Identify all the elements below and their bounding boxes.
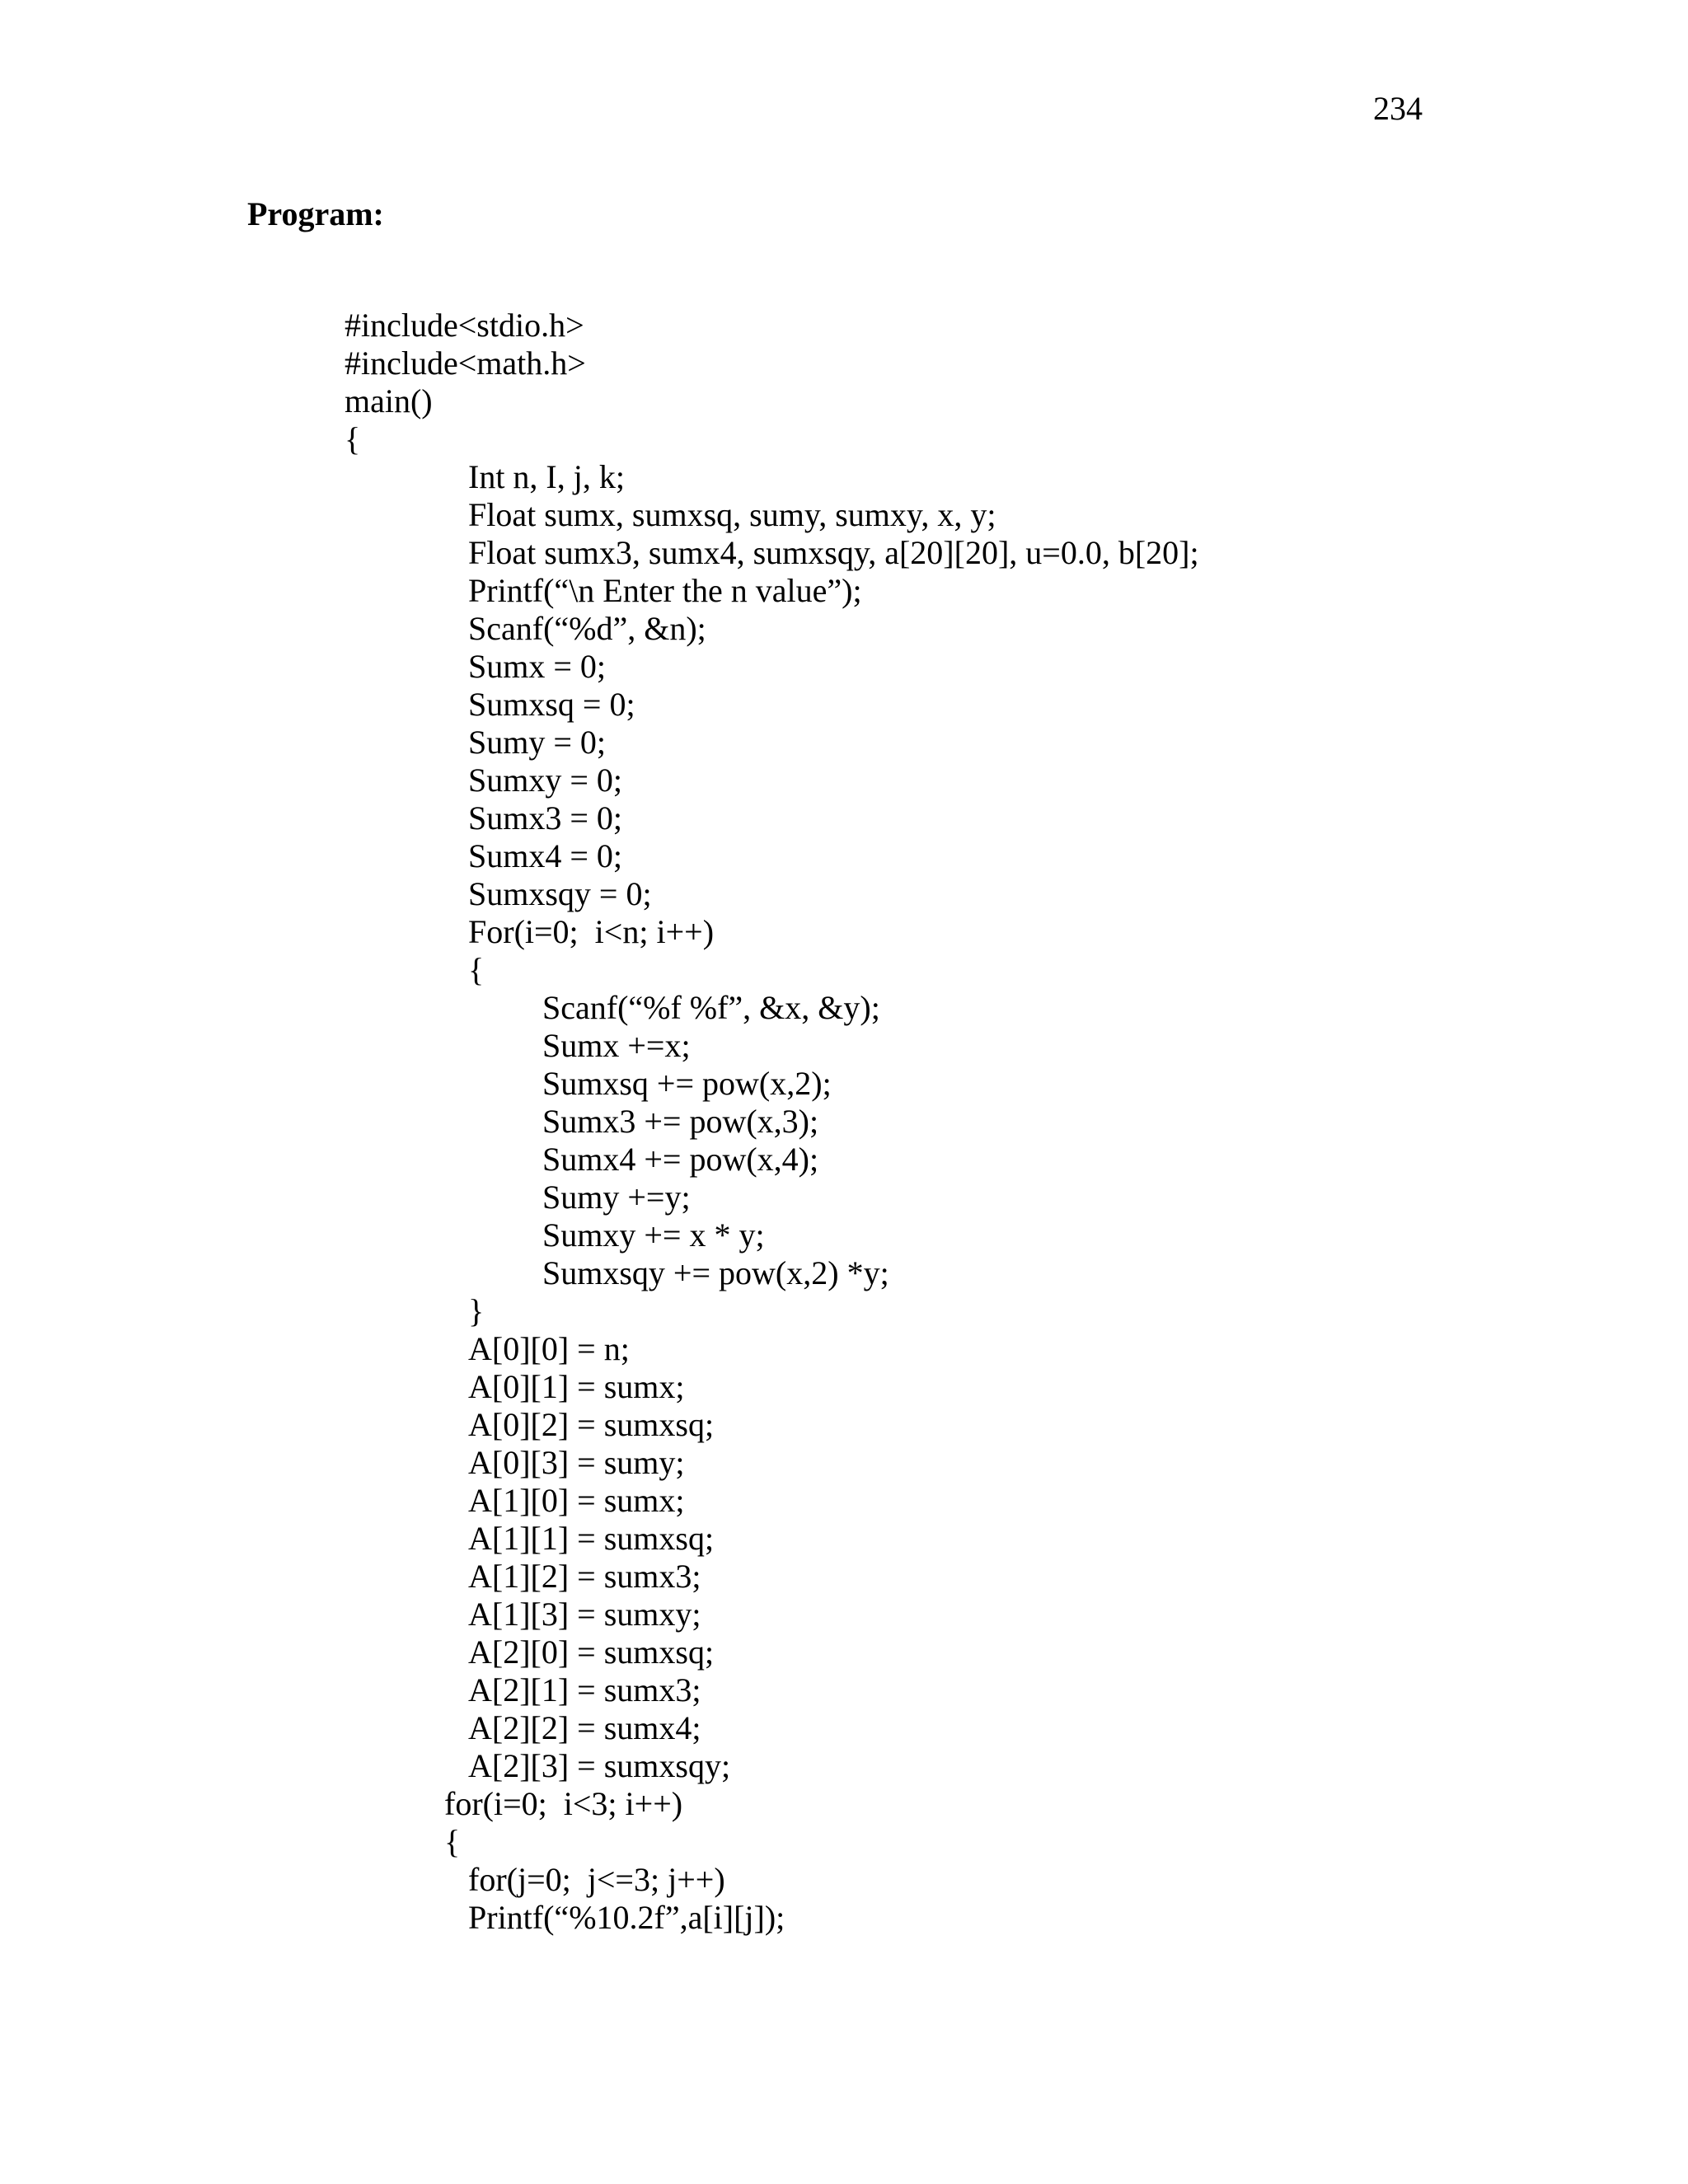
code-line: Sumx3 += pow(x,3);: [542, 1103, 819, 1140]
code-line: Sumx4 += pow(x,4);: [542, 1141, 819, 1178]
page-number: 234: [1373, 90, 1423, 127]
code-line: A[2][1] = sumx3;: [468, 1671, 701, 1708]
code-line: #include<stdio.h>: [345, 307, 584, 344]
code-line: Float sumx, sumxsq, sumy, sumxy, x, y;: [468, 496, 996, 533]
code-line: Printf(“%10.2f”,a[i][j]);: [468, 1899, 785, 1936]
code-line: A[1][3] = sumxy;: [468, 1596, 701, 1633]
code-line: {: [345, 420, 361, 457]
code-line: Int n, I, j, k;: [468, 458, 625, 495]
page-heading: Program:: [247, 195, 384, 232]
code-line: A[2][0] = sumxsq;: [468, 1633, 715, 1671]
code-line: Sumxsqy += pow(x,2) *y;: [542, 1254, 889, 1291]
code-line: Sumx3 = 0;: [468, 799, 623, 837]
code-line: #include<math.h>: [345, 344, 586, 382]
code-line: Sumx4 = 0;: [468, 837, 623, 874]
code-line: {: [468, 951, 485, 988]
code-line: Printf(“\n Enter the n value”);: [468, 572, 862, 609]
code-line: Sumxsqy = 0;: [468, 875, 652, 912]
code-line: A[1][2] = sumx3;: [468, 1558, 701, 1595]
code-line: A[1][1] = sumxsq;: [468, 1520, 715, 1557]
code-line: Sumxy += x * y;: [542, 1216, 765, 1254]
code-line: for(j=0; j<=3; j++): [468, 1861, 725, 1898]
code-line: Float sumx3, sumx4, sumxsqy, a[20][20], u=0.0, b[20];: [468, 534, 1199, 571]
code-line: A[0][1] = sumx;: [468, 1368, 685, 1405]
code-line: A[1][0] = sumx;: [468, 1482, 685, 1519]
code-line: Sumxy = 0;: [468, 762, 623, 799]
code-line: Sumxsq = 0;: [468, 686, 635, 723]
code-line: Sumy +=y;: [542, 1179, 691, 1216]
code-line: A[0][0] = n;: [468, 1330, 630, 1367]
code-line: Sumx +=x;: [542, 1027, 691, 1064]
code-line: A[2][3] = sumxsqy;: [468, 1747, 731, 1784]
code-line: {: [444, 1823, 461, 1860]
code-line: Scanf(“%d”, &n);: [468, 610, 706, 647]
code-line: Scanf(“%f %f”, &x, &y);: [542, 989, 880, 1026]
code-line: A[0][3] = sumy;: [468, 1444, 685, 1481]
code-line: Sumy = 0;: [468, 724, 607, 761]
code-line: }: [468, 1292, 485, 1329]
code-line: A[2][2] = sumx4;: [468, 1709, 701, 1746]
code-line: A[0][2] = sumxsq;: [468, 1406, 715, 1443]
code-line: main(): [345, 382, 433, 419]
code-line: for(i=0; i<3; i++): [444, 1785, 683, 1822]
code-line: For(i=0; i<n; i++): [468, 913, 715, 950]
code-line: Sumx = 0;: [468, 648, 607, 685]
code-line: Sumxsq += pow(x,2);: [542, 1065, 832, 1102]
